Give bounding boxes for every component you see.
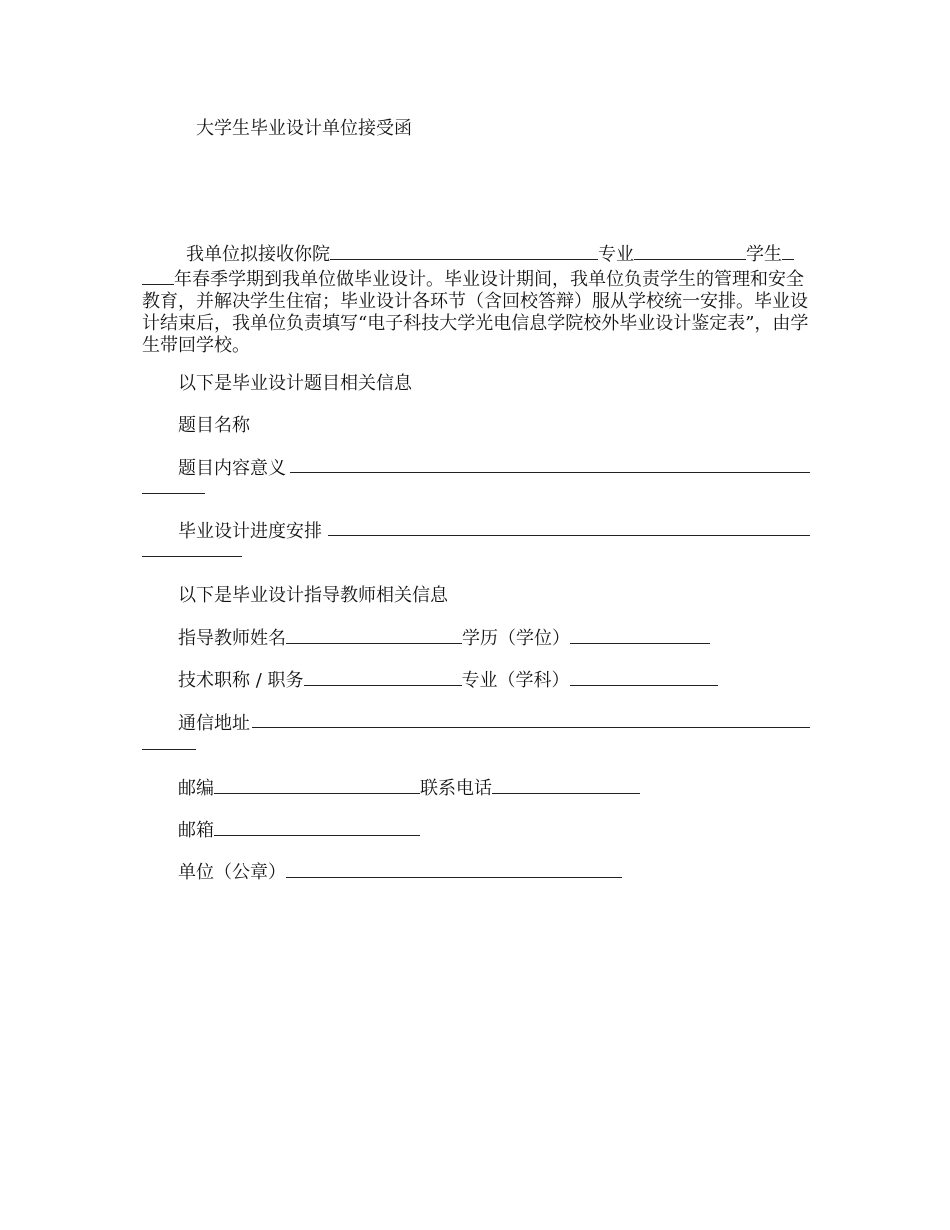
topic-header: 以下是毕业设计题目相关信息 (178, 373, 412, 394)
title-position-label: 技术职称 / 职务 (178, 670, 304, 691)
unit-seal-label: 单位（公章） (178, 862, 286, 883)
intro-paragraph (142, 241, 812, 357)
schedule-blank-cont[interactable] (142, 555, 242, 557)
email-label: 邮箱 (178, 820, 214, 841)
unit-seal-row (178, 858, 622, 884)
schedule-label: 毕业设计进度安排 (178, 521, 322, 542)
degree-blank[interactable] (570, 625, 710, 644)
student-blank-a[interactable] (782, 241, 794, 260)
topic-content-blank[interactable] (290, 471, 810, 473)
email-blank[interactable] (214, 817, 420, 836)
major-subject-blank[interactable] (570, 667, 718, 686)
topic-name-label: 题目名称 (178, 415, 250, 436)
intro-text-3: 学生 (746, 244, 782, 265)
phone-blank[interactable] (492, 775, 640, 794)
teacher-header: 以下是毕业设计指导教师相关信息 (178, 585, 448, 606)
intro-text-4: 年春季学期到我单位做毕业设计。毕业设计期间，我单位负责学生的管理和安全教育，并解决学生住宿；毕业设计各环节（含回校答辩）服从学校统一安排。毕业设计结束后，我单位负责填写“电子科技大学光电信息学院校外毕业设计鉴定表”，由学生带回学校。 (142, 269, 809, 356)
title-position-blank[interactable] (304, 667, 462, 686)
phone-label: 联系电话 (420, 778, 492, 799)
degree-label: 学历（学位） (462, 628, 570, 649)
document-title: 大学生毕业设计单位接受函 (196, 118, 412, 139)
email-row (178, 816, 420, 842)
intro-text-2: 专业 (598, 244, 634, 265)
major-label: 专业（学科） (461, 670, 570, 691)
student-blank-b[interactable] (142, 266, 174, 285)
intro-text-1: 我单位拟接收你院 (186, 244, 330, 265)
postcode-blank[interactable] (214, 775, 420, 794)
topic-content-label: 题目内容意义 (178, 458, 286, 479)
title-position-row (178, 666, 718, 692)
address-blank-cont[interactable] (142, 748, 196, 750)
teacher-name-label: 指导教师姓名 (178, 628, 286, 649)
teacher-name-blank[interactable] (286, 625, 462, 644)
postcode-label: 邮编 (178, 778, 214, 799)
address-label: 通信地址 (178, 713, 250, 734)
college-blank[interactable] (330, 241, 598, 260)
teacher-name-row (178, 624, 710, 650)
schedule-blank[interactable] (328, 534, 810, 536)
major-blank[interactable] (634, 241, 746, 260)
postcode-row (178, 774, 640, 800)
unit-seal-blank[interactable] (286, 859, 622, 878)
topic-content-blank-cont[interactable] (142, 492, 205, 494)
address-blank[interactable] (252, 726, 810, 728)
